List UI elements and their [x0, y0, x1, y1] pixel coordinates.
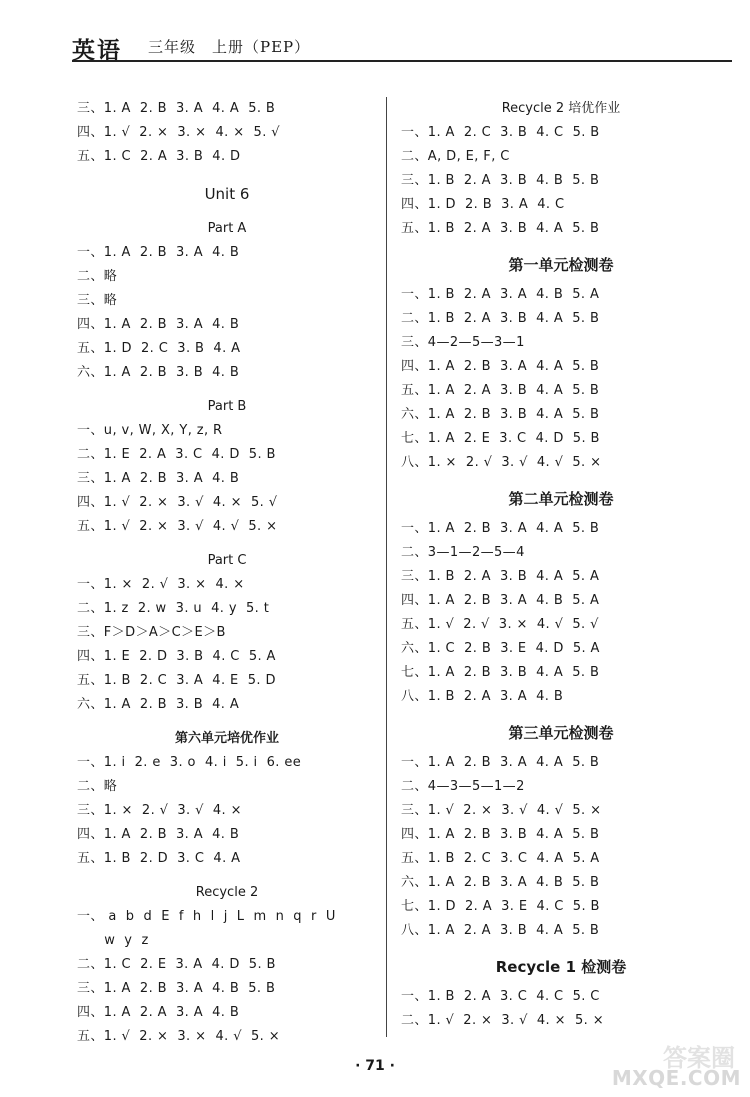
left-column — [77, 97, 377, 1049]
answer-row: 四、1. √ 2. × 3. × 4. × 5. √ — [77, 125, 280, 140]
answer-row: 六、1. A 2. B 3. B 4. A 5. B — [401, 407, 600, 422]
watermark-logo — [613, 1038, 743, 1094]
answer-row: 八、1. B 2. A 3. A 4. B — [401, 689, 564, 704]
header-rule — [72, 60, 732, 62]
intro-answers — [77, 97, 377, 169]
answer-row: 一、1. × 2. √ 3. × 4. × — [77, 577, 245, 592]
answer-row: 一、1. A 2. C 3. B 4. C 5. B — [401, 125, 600, 140]
answer-row: 三、1. A 2. B 3. A 4. B 5. B — [77, 981, 276, 996]
answer-row: 五、1. √ 2. √ 3. × 4. √ 5. √ — [401, 617, 599, 632]
section-recycle-1-test — [401, 955, 721, 1033]
answer-row: 二、略 — [77, 269, 118, 284]
answer-row: 八、1. × 2. √ 3. √ 4. √ 5. × — [401, 455, 602, 470]
column-divider — [386, 97, 387, 1037]
section-part-a — [77, 217, 377, 385]
answer-row: 一、u, v, W, X, Y, z, R — [77, 423, 223, 438]
answer-row: 四、1. A 2. B 3. B 4. A 5. B — [401, 827, 600, 842]
answer-row: 四、1. A 2. B 3. A 4. A 5. B — [401, 359, 600, 374]
section-title: Recycle 2 培优作业 — [501, 101, 621, 116]
section-title: Part A — [207, 221, 247, 236]
answer-row: 六、1. A 2. B 3. B 4. A — [77, 697, 240, 712]
section-title: Recycle 2 — [195, 885, 259, 900]
section-title: 第三单元检测卷 — [508, 724, 614, 742]
section-title: Part B — [207, 399, 247, 414]
answer-row: 二、1. B 2. A 3. B 4. A 5. B — [401, 311, 600, 326]
section-part-c — [77, 549, 377, 717]
answer-row: 四、1. A 2. B 3. A 4. B — [77, 317, 240, 332]
answer-row: 五、1. √ 2. × 3. √ 4. √ 5. × — [77, 519, 278, 534]
section-recycle-2 — [77, 881, 377, 1049]
answer-row: 一、1. A 2. B 3. A 4. A 5. B — [401, 521, 600, 536]
right-column — [401, 97, 721, 1033]
answer-row: 三、4—2—5—3—1 — [401, 335, 525, 350]
answer-row: 三、1. A 2. B 3. A 4. B — [77, 471, 240, 486]
answer-row: 四、1. √ 2. × 3. √ 4. × 5. √ — [77, 495, 278, 510]
section-title: 第一单元检测卷 — [508, 256, 614, 274]
unit-title: Unit 6 — [204, 185, 250, 203]
answer-row: 五、1. B 2. A 3. B 4. A 5. B — [401, 221, 600, 236]
answer-row: 二、1. z 2. w 3. u 4. y 5. t — [77, 601, 270, 616]
section-part-b — [77, 395, 377, 539]
section-title: 第二单元检测卷 — [508, 490, 614, 508]
subject-title: 英语 — [72, 37, 122, 64]
answer-row: 三、1. B 2. A 3. B 4. B 5. B — [401, 173, 600, 188]
grade-volume: 三年级 上册（PEP） — [148, 38, 311, 56]
answer-row: 二、1. √ 2. × 3. √ 4. × 5. × — [401, 1013, 604, 1028]
answer-row: 七、1. D 2. A 3. E 4. C 5. B — [401, 899, 600, 914]
answer-row: 六、1. A 2. B 3. B 4. B — [77, 365, 240, 380]
answer-row: 六、1. A 2. B 3. A 4. B 5. B — [401, 875, 600, 890]
answer-row: 二、A, D, E, F, C — [401, 149, 510, 164]
answer-row: 三、F＞D＞A＞C＞E＞B — [77, 625, 226, 640]
watermark-text: MXQE.COM — [611, 1066, 741, 1090]
answer-row: 五、1. B 2. C 3. A 4. E 5. D — [77, 673, 276, 688]
page-number: · 71 · — [355, 1058, 395, 1074]
answer-row: 一、1. A 2. B 3. A 4. B — [77, 245, 240, 260]
answer-row: 三、1. × 2. √ 3. √ 4. × — [77, 803, 242, 818]
answer-row: 三、1. √ 2. × 3. √ 4. √ 5. × — [401, 803, 602, 818]
answer-row: 五、1. C 2. A 3. B 4. D — [77, 149, 241, 164]
answer-row: 三、1. B 2. A 3. B 4. A 5. A — [401, 569, 600, 584]
answer-row: 八、1. A 2. A 3. B 4. A 5. B — [401, 923, 600, 938]
answer-row: 五、1. B 2. C 3. C 4. A 5. A — [401, 851, 600, 866]
answer-row: 一、1. i 2. e 3. o 4. i 5. i 6. ee — [77, 755, 302, 770]
answer-row: 四、1. A 2. A 3. A 4. B — [77, 1005, 240, 1020]
answer-row: 一、 a b d E f h l j L m n q r U — [77, 909, 336, 924]
answer-row: 三、1. A 2. B 3. A 4. A 5. B — [77, 101, 276, 116]
section-title: 第六单元培优作业 — [174, 731, 279, 746]
answer-row: 四、1. A 2. B 3. A 4. B 5. A — [401, 593, 600, 608]
section-title: Part C — [207, 553, 247, 568]
answer-row: 一、1. A 2. B 3. A 4. A 5. B — [401, 755, 600, 770]
answer-row: 五、1. √ 2. × 3. × 4. √ 5. × — [77, 1029, 280, 1044]
answer-row: 一、1. B 2. A 3. A 4. B 5. A — [401, 287, 600, 302]
section-unit2-test — [401, 487, 721, 709]
answer-row: 二、1. E 2. A 3. C 4. D 5. B — [77, 447, 276, 462]
answer-row: 二、3—1—2—5—4 — [401, 545, 525, 560]
answer-row: 七、1. A 2. B 3. B 4. A 5. B — [401, 665, 600, 680]
answer-row: 二、1. C 2. E 3. A 4. D 5. B — [77, 957, 276, 972]
answer-row: 五、1. B 2. D 3. C 4. A — [77, 851, 241, 866]
answer-row: 二、4—3—5—1—2 — [401, 779, 525, 794]
answer-row: 一、1. B 2. A 3. C 4. C 5. C — [401, 989, 600, 1004]
watermark-title: 答案圈 — [663, 1044, 735, 1072]
answer-row: 三、略 — [77, 293, 118, 308]
answer-row: 六、1. C 2. B 3. E 4. D 5. A — [401, 641, 600, 656]
page-header — [72, 30, 732, 64]
section-unit3-test — [401, 721, 721, 943]
answer-row: 四、1. A 2. B 3. A 4. B — [77, 827, 240, 842]
answer-row: 七、1. A 2. E 3. C 4. D 5. B — [401, 431, 600, 446]
answer-row: w y z — [77, 933, 149, 948]
section-recycle-2-extra — [401, 97, 721, 241]
section-unit1-test — [401, 253, 721, 475]
section-unit6-extra — [77, 727, 377, 871]
answer-row: 四、1. D 2. B 3. A 4. C — [401, 197, 565, 212]
section-title: Recycle 1 检测卷 — [495, 958, 627, 976]
answer-row: 五、1. D 2. C 3. B 4. A — [77, 341, 241, 356]
answer-row: 四、1. E 2. D 3. B 4. C 5. A — [77, 649, 276, 664]
answer-row: 五、1. A 2. A 3. B 4. A 5. B — [401, 383, 600, 398]
answer-row: 二、略 — [77, 779, 118, 794]
